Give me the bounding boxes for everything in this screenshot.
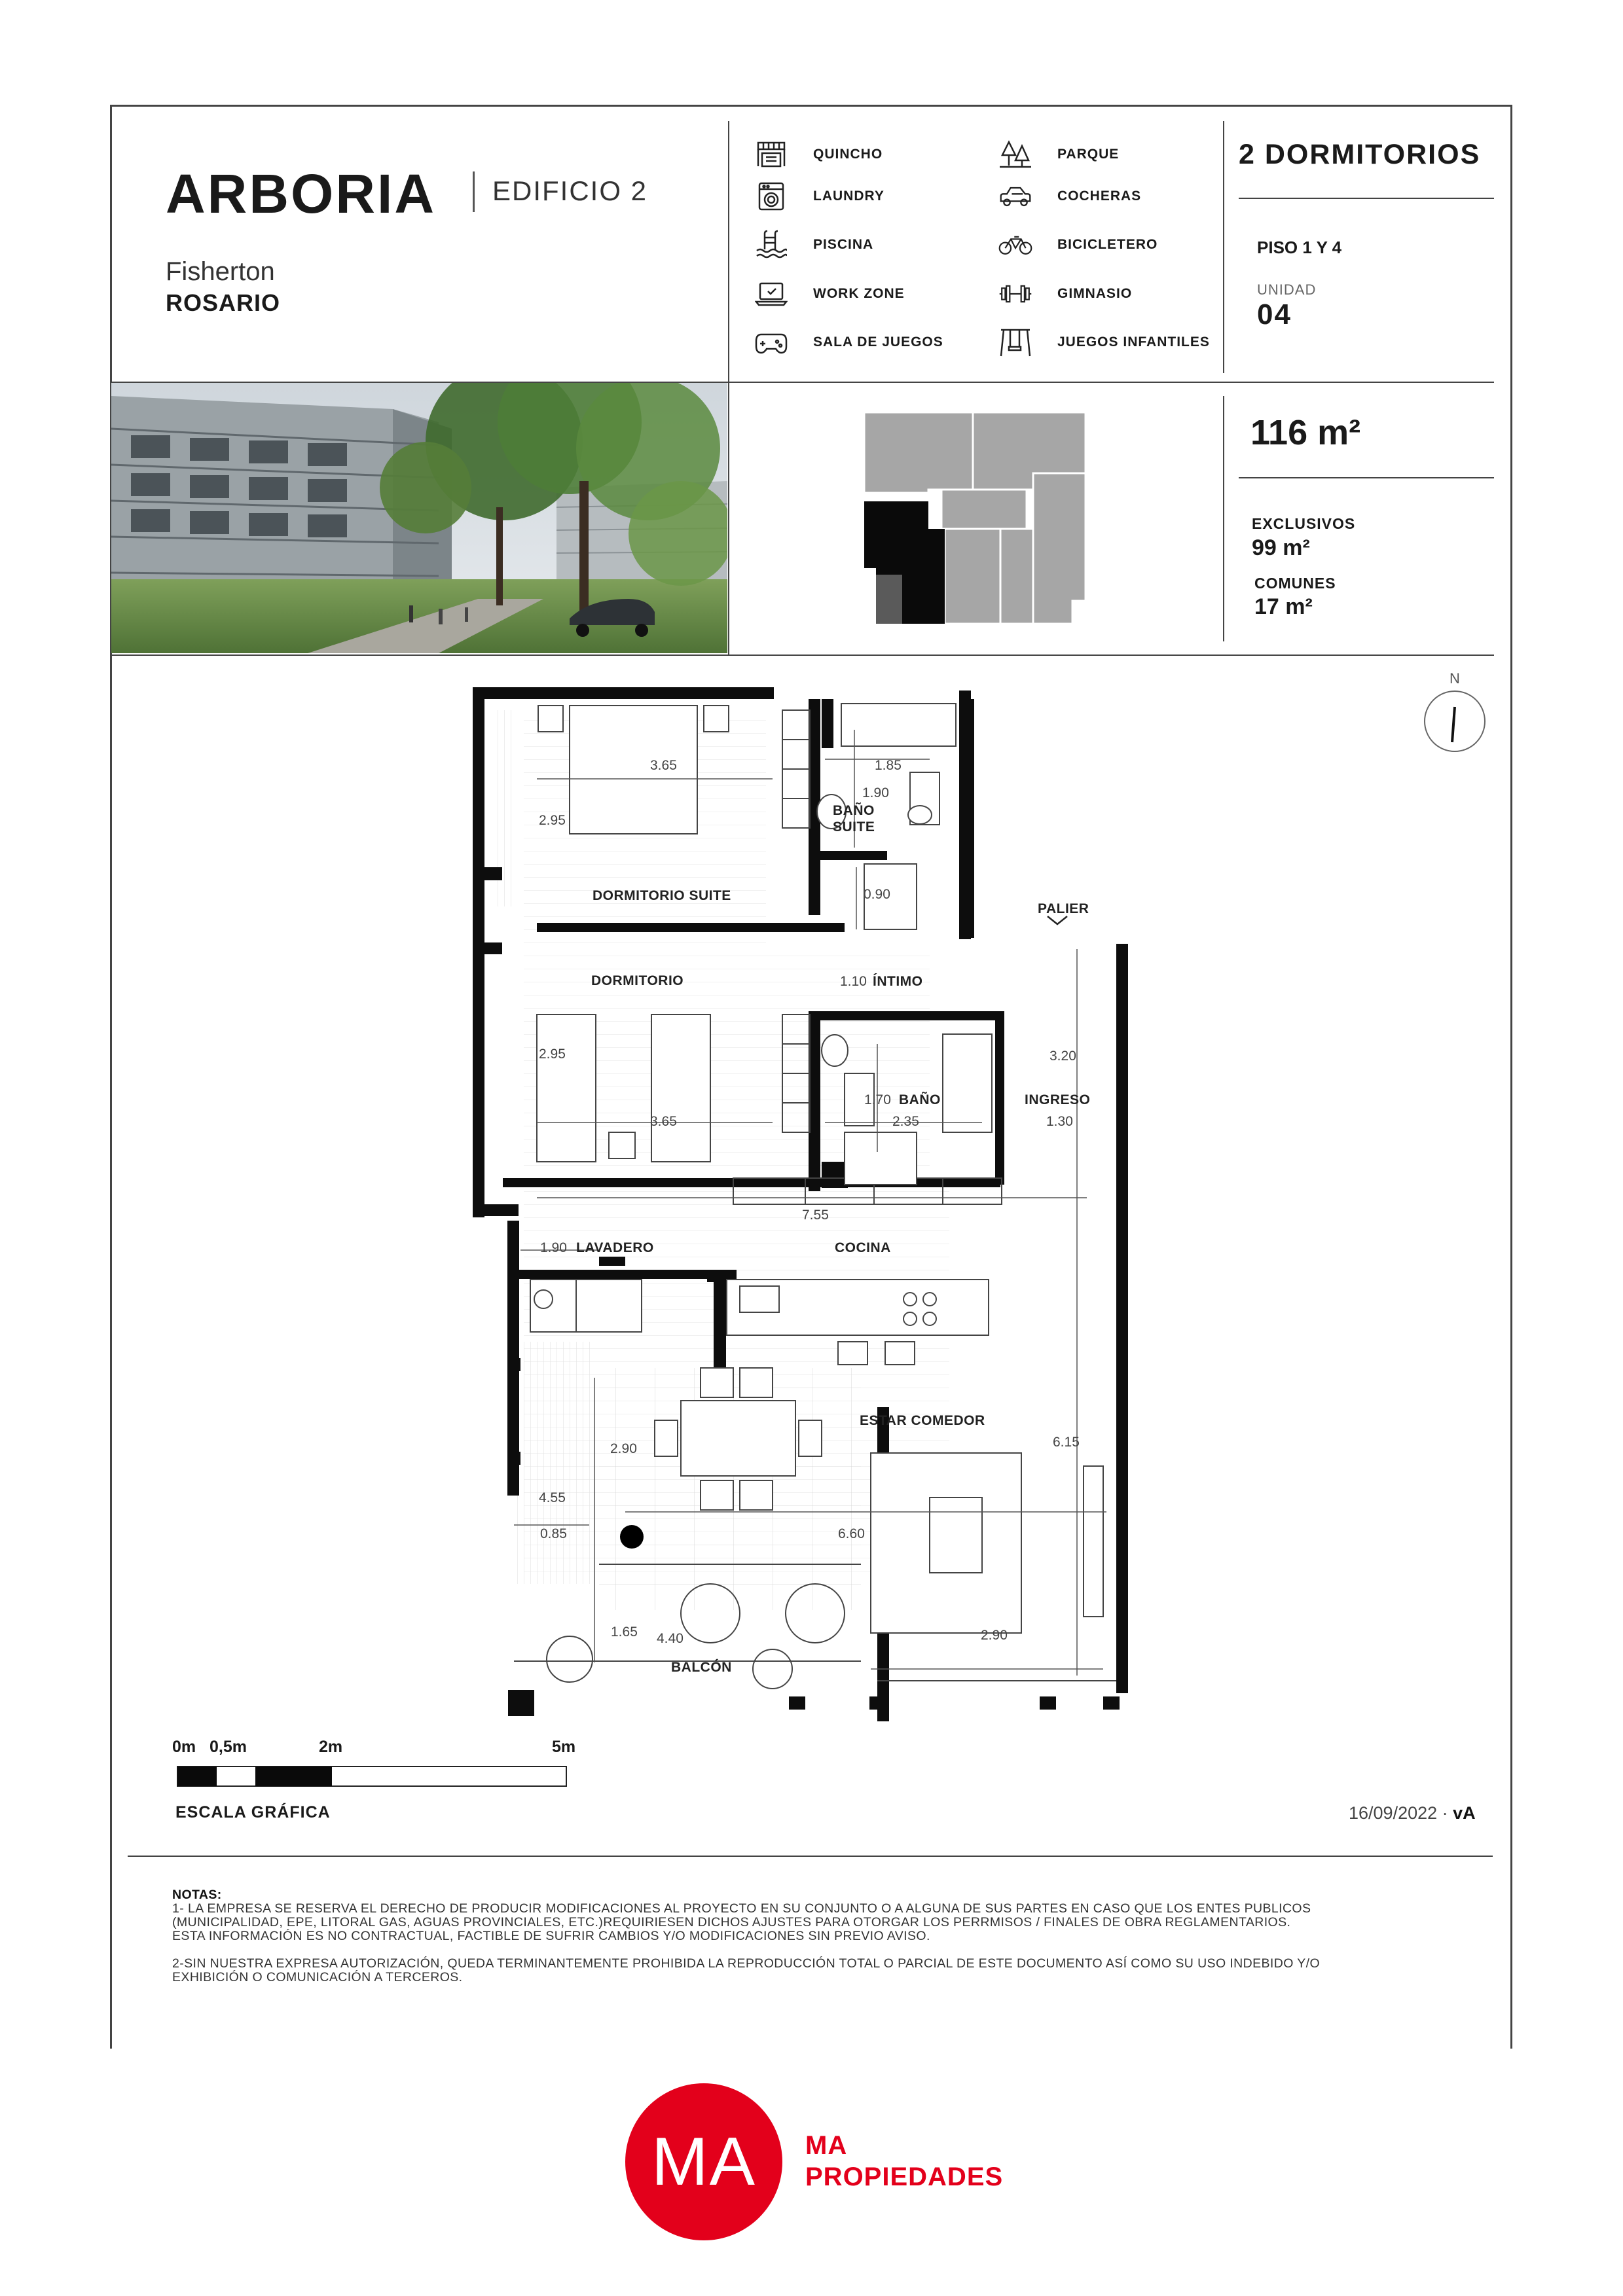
dimension-label: 1.85 <box>875 758 902 773</box>
bicycle-icon <box>998 229 1032 260</box>
room-label: BAÑO <box>833 803 875 818</box>
image-divider <box>110 655 1494 656</box>
title-separator <box>473 171 475 212</box>
amenity-cocheras <box>998 179 1141 213</box>
grill-icon <box>754 139 788 170</box>
amenity-label: GIMNASIO <box>1057 286 1133 301</box>
room-label: BAÑO <box>899 1092 941 1107</box>
floor-plan <box>458 681 1146 1721</box>
dimension-label: 7.55 <box>802 1208 829 1223</box>
amenity-label: SALA DE JUEGOS <box>813 334 943 350</box>
car-icon <box>998 181 1032 212</box>
notes-line: ESTA INFORMACIÓN ES NO CONTRACTUAL, FACTIBLE DE SUFRIR CAMBIOS Y/O MODIFICACIONES SIN PREVIO AVISO. <box>172 1929 930 1943</box>
frame-top <box>110 105 1512 107</box>
dimension-label: 3.65 <box>650 758 677 773</box>
version-text: vA <box>1453 1803 1476 1823</box>
notes-line: 2-SIN NUESTRA EXPRESA AUTORIZACIÓN, QUEDA TERMINANTEMENTE PROHIBIDA LA REPRODUCCIÓN TOTAL O PARCIAL DE ESTE DOCUMENTO ASÍ COMO SU USO INDEBIDO Y/O <box>172 1956 1321 1971</box>
amenity-label: JUEGOS INFANTILES <box>1057 334 1210 350</box>
amenity-sala-juegos <box>754 325 943 359</box>
key-plan <box>863 411 1085 627</box>
common-label: COMUNES <box>1254 575 1336 592</box>
dimension-label: 2.95 <box>539 1047 566 1062</box>
dimension-label: 2.95 <box>539 813 566 828</box>
building-label: EDIFICIO 2 <box>492 175 648 206</box>
scale-tick-2: 2m <box>319 1738 343 1756</box>
amenity-juegos-infantiles <box>998 325 1210 359</box>
room-label: LAVADERO <box>576 1240 654 1255</box>
amenity-work-zone <box>754 277 905 311</box>
amenity-gimnasio <box>998 277 1132 311</box>
amenity-bicicletero <box>998 228 1158 262</box>
notes-line: EXHIBICIÓN O COMUNICACIÓN A TERCEROS. <box>172 1970 463 1984</box>
dimension-label: 6.60 <box>838 1526 865 1541</box>
building-render-image <box>111 383 727 653</box>
dimension-label: 2.90 <box>610 1441 637 1456</box>
dimension-label: 1.65 <box>611 1624 638 1640</box>
brand-logo <box>625 2083 782 2240</box>
laptop-icon <box>754 278 788 310</box>
revision-date <box>1349 1803 1476 1823</box>
room-label: PALIER <box>1038 901 1089 916</box>
amenity-label: PISCINA <box>813 237 874 252</box>
dimension-label: 0.85 <box>540 1526 567 1541</box>
room-label: ÍNTIMO <box>873 974 923 989</box>
amenity-label: PARQUE <box>1057 147 1120 162</box>
dimension-label: 1.70 <box>864 1092 891 1107</box>
scale-tick-0: 0m <box>172 1738 196 1756</box>
amenity-laundry <box>754 179 884 213</box>
dumbbell-icon <box>998 278 1032 310</box>
dimension-label: 1.90 <box>540 1240 567 1255</box>
bedrooms-count: 2 DORMITORIOS <box>1239 139 1481 170</box>
dimension-label: 1.90 <box>862 785 889 800</box>
room-label: ESTAR COMEDOR <box>860 1413 985 1428</box>
north-arrow <box>1422 669 1487 754</box>
dimension-label: 2.90 <box>981 1628 1008 1643</box>
notes-block <box>172 1888 1475 1984</box>
unit-divider-2 <box>1239 477 1494 478</box>
city-label: ROSARIO <box>166 289 281 316</box>
brand-name-line1: MA <box>805 2131 848 2160</box>
dimension-label: 3.20 <box>1049 1049 1076 1064</box>
floors-label: PISO 1 Y 4 <box>1257 238 1342 257</box>
notes-divider <box>128 1856 1493 1857</box>
notes-line: (MUNICIPALIDAD, EPE, LITORAL GAS, AGUAS PROVINCIALES, ETC.)REQUIRIESEN DICHOS AJUSTES PARA OTORGAR LOS PERRMISOS / FINALES DE OBRA REGLAMENTARIOS. <box>172 1915 1291 1929</box>
dimension-label: 4.40 <box>657 1631 684 1646</box>
dimension-label: 4.55 <box>539 1490 566 1505</box>
scale-label: ESCALA GRÁFICA <box>175 1803 331 1821</box>
pool-icon <box>754 229 788 260</box>
unit-label: UNIDAD <box>1257 281 1317 298</box>
dimension-label: 1.30 <box>1046 1114 1073 1129</box>
trees-icon <box>998 139 1032 170</box>
unit-number: 04 <box>1257 298 1292 331</box>
scale-tick-5: 5m <box>552 1738 576 1756</box>
amenity-piscina <box>754 228 873 262</box>
logo-text: MA <box>651 2123 756 2200</box>
frame-right <box>1510 105 1512 2049</box>
exclusive-area: 99 m² <box>1252 535 1310 560</box>
amenity-label: LAUNDRY <box>813 188 884 204</box>
room-label: INGRESO <box>1025 1092 1091 1107</box>
room-label: BALCÓN <box>671 1660 732 1675</box>
dimension-label: 6.15 <box>1053 1435 1080 1450</box>
project-title: ARBORIA <box>166 163 436 224</box>
gamepad-icon <box>754 327 788 358</box>
amenity-label: COCHERAS <box>1057 188 1142 204</box>
notes-line: 1- LA EMPRESA SE RESERVA EL DERECHO DE PRODUCIR MODIFICACIONES AL PROYECTO EN SU CONJUNTO O A ALGUNA DE SUS PARTES EN CASO QUE LOS ENTES PUBLICOS <box>172 1901 1311 1916</box>
scale-bar <box>177 1766 567 1787</box>
brand-name-line2: PROPIEDADES <box>805 2162 1004 2191</box>
total-area: 116 m² <box>1250 413 1361 452</box>
notes-title: NOTAS: <box>172 1888 222 1902</box>
dimension-label: 2.35 <box>892 1114 919 1129</box>
unit-divider-1 <box>1239 198 1494 199</box>
amenity-parque <box>998 137 1119 171</box>
exclusive-label: EXCLUSIVOS <box>1252 515 1356 532</box>
notes-spacer <box>172 1943 1475 1957</box>
neighborhood-label: Fisherton <box>166 257 275 286</box>
amenity-label: QUINCHO <box>813 147 883 162</box>
room-label: DORMITORIO <box>591 973 684 988</box>
dimension-label: 3.65 <box>650 1114 677 1129</box>
north-label: N <box>1450 670 1460 687</box>
date-text: 16/09/2022 · <box>1349 1803 1453 1823</box>
washing-machine-icon <box>754 181 788 212</box>
room-label: SUITE <box>833 819 875 834</box>
swing-icon <box>998 327 1032 358</box>
amenity-label: WORK ZONE <box>813 286 905 301</box>
common-area: 17 m² <box>1254 594 1313 619</box>
dimension-label: 0.90 <box>864 887 890 902</box>
col-divider-1 <box>728 121 729 655</box>
col-divider-3 <box>1223 396 1224 641</box>
amenity-quincho <box>754 137 883 171</box>
room-label: COCINA <box>835 1240 891 1255</box>
col-divider-2 <box>1223 121 1224 373</box>
dimension-label: 1.10 <box>840 974 867 989</box>
amenity-label: BICICLETERO <box>1057 237 1158 252</box>
scale-tick-05: 0,5m <box>210 1738 247 1756</box>
room-label: DORMITORIO SUITE <box>593 888 731 903</box>
